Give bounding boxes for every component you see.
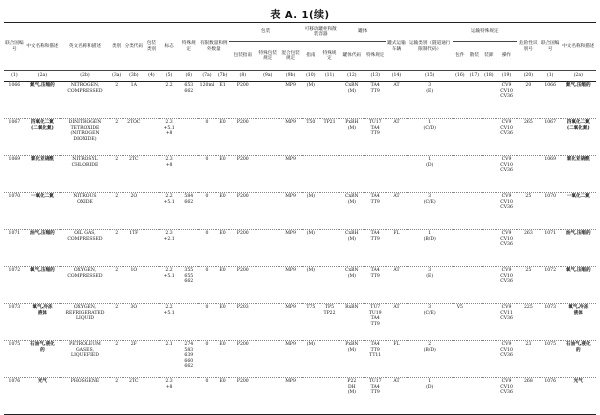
table-cell: [320, 156, 340, 193]
header-tank-code: 罐体代码: [339, 42, 364, 71]
table-cell: 2: [110, 193, 124, 230]
table-cell: PxBH (M): [339, 119, 364, 156]
table-cell: P200: [229, 378, 256, 415]
col-num: (2a): [561, 71, 596, 82]
table-cell: 1071: [540, 230, 561, 267]
table-cell: 2.3 +5.1 +8: [159, 119, 180, 156]
table-cell: [256, 267, 279, 304]
table-cell: MP9: [279, 156, 302, 193]
table-cell: [482, 156, 497, 193]
header-limited-quantities: 有限数量和例外数量: [198, 23, 229, 71]
table-cell: [482, 119, 497, 156]
table-cell: AT: [386, 304, 407, 341]
table-cell: 2 (B/D): [407, 341, 453, 378]
table-cell: 0: [198, 230, 216, 267]
table-cell: 1073: [540, 304, 561, 341]
table-cell: 1TF: [123, 230, 144, 267]
table-cell: 石油气,液化 的: [25, 341, 60, 378]
table-cell: 1 (B/D): [407, 230, 453, 267]
table-cell: [179, 156, 198, 193]
table-cell: 1 (C/D): [407, 119, 453, 156]
table-cell: 氯化亚硝酰: [25, 156, 60, 193]
table-cell: 1072: [540, 267, 561, 304]
table-cell: 1O: [123, 267, 144, 304]
table-cell: 光气: [25, 378, 60, 415]
table-cell: 氧气,压缩的: [561, 267, 596, 304]
table-cell: 0: [198, 267, 216, 304]
table-cell: 584 662: [179, 193, 198, 230]
table-cell: 2: [110, 378, 124, 415]
table-cell: 0: [198, 156, 216, 193]
table-cell: [467, 230, 482, 267]
table-cell: 氯化亚硝酰: [561, 156, 596, 193]
table-cell: 2: [110, 341, 124, 378]
column-number-row: [4, 71, 596, 82]
table-cell: [467, 267, 482, 304]
col-num: (4): [144, 71, 159, 82]
table-cell: [320, 193, 340, 230]
table-cell: 1067: [4, 119, 25, 156]
table-cell: 1 (D): [407, 378, 453, 415]
table-cell: (M): [302, 267, 320, 304]
table-cell: E0: [216, 230, 230, 267]
table-row: [4, 341, 596, 378]
table-cell: 268: [517, 378, 540, 415]
table-cell: P200: [229, 82, 256, 119]
table-cell: AT: [386, 267, 407, 304]
table-cell: V5: [453, 304, 468, 341]
table-row: [4, 119, 596, 156]
table-cell: [144, 267, 159, 304]
header-packing-group: 包装类别: [144, 23, 159, 71]
table-cell: E0: [216, 267, 230, 304]
table-cell: [467, 304, 482, 341]
table-cell: [482, 267, 497, 304]
table-cell: (M): [302, 341, 320, 378]
col-num: (2a): [25, 71, 60, 82]
header-tank-vehicle: 罐式运输车辆: [386, 23, 407, 71]
col-num: (14): [386, 71, 407, 82]
table-cell: [320, 341, 340, 378]
col-num: (3b): [123, 71, 144, 82]
table-cell: E0: [216, 156, 230, 193]
table-cell: 氮气,压缩的: [561, 82, 596, 119]
table-cell: [386, 156, 407, 193]
table-cell: [256, 82, 279, 119]
table-cell: [256, 230, 279, 267]
table-cell: 0: [198, 341, 216, 378]
header-row-top: [4, 23, 596, 42]
table-cell: 1 (D): [407, 156, 453, 193]
table-cell: CV9 CV10 CV36: [496, 341, 517, 378]
table-cell: [144, 119, 159, 156]
table-cell: 2: [110, 119, 124, 156]
table-cell: [467, 193, 482, 230]
table-cell: [320, 230, 340, 267]
col-num: (12): [339, 71, 364, 82]
table-cell: 3 (C/E): [407, 304, 453, 341]
table-cell: PETROLEUM GASES, LIQUEFIED: [60, 341, 110, 378]
table-cell: [320, 82, 340, 119]
header-tanks-group: 罐体: [339, 23, 386, 42]
col-num: (7a): [198, 71, 216, 82]
table-cell: FL: [386, 230, 407, 267]
table-cell: 274 583 639 660 662: [179, 341, 198, 378]
table-cell: [339, 156, 364, 193]
table-cell: TU7 TU19 TA4 TT9: [364, 304, 386, 341]
table-cell: 2O: [123, 193, 144, 230]
table-cell: MP9: [279, 193, 302, 230]
table-cell: CV9 CV10 CV36: [496, 156, 517, 193]
table-cell: 四氧化二氮 (二氧化氮): [561, 119, 596, 156]
table-cell: [179, 230, 198, 267]
table-cell: CxBN (M): [339, 193, 364, 230]
header-cn-name: 中文名称和描述: [25, 23, 60, 71]
table-cell: MP9: [279, 230, 302, 267]
table-cell: 1A: [123, 82, 144, 119]
table-cell: CxBH (M): [339, 230, 364, 267]
table-cell: 1075: [4, 341, 25, 378]
table-cell: PxBN (M): [339, 341, 364, 378]
table-cell: PHOSGENE: [60, 378, 110, 415]
table-cell: [320, 267, 340, 304]
table-cell: [144, 193, 159, 230]
header-ts-operation: 操作: [496, 42, 517, 71]
table-cell: 2.3 +8: [159, 156, 180, 193]
table-cell: OIL GAS, COMPRESSED: [60, 230, 110, 267]
header-packaging-group: 包装: [229, 23, 302, 42]
col-num: (11): [320, 71, 340, 82]
table-cell: 0: [198, 193, 216, 230]
table-cell: (M): [302, 82, 320, 119]
table-cell: 3 (E): [407, 267, 453, 304]
table-cell: 一氧化二氮: [561, 193, 596, 230]
table-cell: [467, 341, 482, 378]
table-cell: MP9: [279, 341, 302, 378]
table-cell: 653 662: [179, 82, 198, 119]
table-cell: 2.1: [159, 341, 180, 378]
table-cell: 2: [110, 304, 124, 341]
dangerous-goods-table: [4, 22, 596, 415]
table-cell: [256, 119, 279, 156]
table-cell: [453, 267, 468, 304]
col-num: (1): [4, 71, 25, 82]
table-cell: 25: [517, 267, 540, 304]
table-row: [4, 230, 596, 267]
table-cell: [179, 304, 198, 341]
table-cell: MP9: [279, 378, 302, 415]
table-cell: 氧气,压缩的: [25, 267, 60, 304]
table-cell: AT: [386, 378, 407, 415]
table-cell: 1076: [540, 378, 561, 415]
header-road-tank-special: 特殊规定: [364, 42, 386, 71]
table-cell: NITROSYL CHLORIDE: [60, 156, 110, 193]
table-cell: 1073: [4, 304, 25, 341]
table-cell: 油气,压缩的: [25, 230, 60, 267]
table-cell: MP9: [279, 267, 302, 304]
header-packing-instructions: 包装指南: [229, 42, 256, 71]
table-cell: [482, 304, 497, 341]
table-cell: 氧气,冷冻 液体: [25, 304, 60, 341]
header-special-packing: 特殊包装规定: [256, 42, 279, 71]
table-cell: [179, 119, 198, 156]
table-cell: [453, 341, 468, 378]
table-cell: [256, 304, 279, 341]
table-cell: E0: [216, 193, 230, 230]
table-cell: 石油气,液化 的: [561, 341, 596, 378]
col-num: (8): [229, 71, 256, 82]
table-cell: 氮气,压缩的: [25, 82, 60, 119]
table-cell: P200: [229, 230, 256, 267]
table-cell: OXYGEN, REFRIGERATED LIQUID: [60, 304, 110, 341]
table-cell: [453, 193, 468, 230]
table-cell: [482, 230, 497, 267]
table-cell: 2: [110, 82, 124, 119]
table-cell: [453, 119, 468, 156]
header-un-number-2: 联合国编号: [540, 23, 561, 71]
table-cell: 1066: [4, 82, 25, 119]
table-cell: 2.2: [159, 82, 180, 119]
table-cell: AT: [386, 82, 407, 119]
table-cell: 20: [517, 82, 540, 119]
table-cell: [256, 156, 279, 193]
table-cell: [467, 119, 482, 156]
table-cell: (M): [302, 193, 320, 230]
table-cell: TU17 TA4 TT9: [364, 378, 386, 415]
col-num: (16): [453, 71, 468, 82]
table-cell: 0: [198, 304, 216, 341]
header-tank-special: 特殊规定: [320, 42, 340, 71]
table-cell: [482, 82, 497, 119]
table-cell: 四氧化二氮 (二氧化氮): [25, 119, 60, 156]
table-cell: [144, 230, 159, 267]
table-cell: [453, 230, 468, 267]
table-cell: 2TOC: [123, 119, 144, 156]
table-cell: 1069: [540, 156, 561, 193]
table-cell: [144, 341, 159, 378]
table-cell: P200: [229, 193, 256, 230]
table-cell: E0: [216, 378, 230, 415]
table-cell: TA4 TT9 TT11: [364, 341, 386, 378]
col-num: (1): [540, 71, 561, 82]
table-cell: NITROGEN, COMPRESSED: [60, 82, 110, 119]
table-cell: [302, 156, 320, 193]
table-cell: 1070: [4, 193, 25, 230]
table-cell: CV9 CV10 CV36: [496, 193, 517, 230]
table-cell: 1076: [4, 378, 25, 415]
header-transport-special-group: 运输特殊规定: [453, 23, 517, 42]
table-cell: 2TC: [123, 378, 144, 415]
col-num: (18): [482, 71, 497, 82]
table-cell: TU17 TA4 TT9: [364, 119, 386, 156]
table-cell: 3O: [123, 304, 144, 341]
table-cell: 265: [517, 119, 540, 156]
table-cell: [453, 82, 468, 119]
col-num: (13): [364, 71, 386, 82]
col-num: (15): [407, 71, 453, 82]
table-cell: 油气,压缩的: [561, 230, 596, 267]
table-row: [4, 304, 596, 341]
table-cell: 0: [198, 119, 216, 156]
table-cell: 3 (E): [407, 82, 453, 119]
table-cell: TA4 TT9: [364, 193, 386, 230]
table-cell: [482, 341, 497, 378]
table-cell: 一氧化二氮: [25, 193, 60, 230]
table-cell: [467, 82, 482, 119]
col-num: (10): [302, 71, 320, 82]
table-cell: NITROUS OXIDE: [60, 193, 110, 230]
table-cell: MP9: [279, 119, 302, 156]
table-cell: P200: [229, 156, 256, 193]
header-hazard-id: 危险性识别号: [517, 23, 540, 71]
col-num: (6): [179, 71, 198, 82]
table-cell: 23: [517, 341, 540, 378]
table-cell: P200: [229, 341, 256, 378]
table-cell: 263: [517, 230, 540, 267]
header-label: 标志: [159, 23, 180, 71]
header-mixed-packing: 混合包装规定: [279, 42, 302, 71]
table-cell: [144, 156, 159, 193]
table-cell: 2: [110, 156, 124, 193]
col-num: (3a): [110, 71, 124, 82]
table-cell: 2.2 +5.1: [159, 267, 180, 304]
table-cell: T50: [302, 119, 320, 156]
table-cell: 氧气,冷冻 液体: [561, 304, 596, 341]
table-cell: AT: [386, 119, 407, 156]
table-cell: [467, 156, 482, 193]
table-cell: E1: [216, 82, 230, 119]
table-cell: 3 (C/E): [407, 193, 453, 230]
table-cell: E0: [216, 304, 230, 341]
col-num: (9b): [279, 71, 302, 82]
table-cell: [256, 341, 279, 378]
table-cell: TP21: [320, 119, 340, 156]
table-cell: 2TC: [123, 156, 144, 193]
col-num: (19): [496, 71, 517, 82]
table-cell: [453, 156, 468, 193]
table-row: [4, 156, 596, 193]
table-cell: 1066: [540, 82, 561, 119]
table-cell: [364, 156, 386, 193]
table-cell: 1067: [540, 119, 561, 156]
table-cell: [144, 82, 159, 119]
table-cell: [256, 193, 279, 230]
col-num: (7b): [216, 71, 230, 82]
col-num: (2b): [60, 71, 110, 82]
table-row: [4, 193, 596, 230]
table-cell: 2.3 +2.1: [159, 230, 180, 267]
table-cell: DINITROGEN TETROXIDE (NITROGEN DIOXIDE): [60, 119, 110, 156]
table-cell: CV9 CV10 CV36: [496, 82, 517, 119]
table-cell: RxBN: [339, 304, 364, 341]
table-cell: P22 DH (M): [339, 378, 364, 415]
table-cell: [517, 156, 540, 193]
table-cell: 2F: [123, 341, 144, 378]
header-portable-tanks-group: 可移动罐柜和散装容器: [302, 23, 339, 42]
table-cell: CV9 CV10 CV36: [496, 119, 517, 156]
table-cell: TA4 TT9: [364, 267, 386, 304]
col-num: (17): [467, 71, 482, 82]
header-cn-name-2: 中文名称和描述: [561, 23, 596, 71]
table-cell: 2.2 +5.1: [159, 304, 180, 341]
table-cell: P200: [229, 267, 256, 304]
header-ts-loading: 装卸: [482, 42, 497, 71]
table-cell: 225: [517, 304, 540, 341]
table-cell: 120ml: [198, 82, 216, 119]
table-title: 表 A. 1(续): [270, 10, 330, 21]
header-ts-bulk: 散装: [467, 42, 482, 71]
table-cell: 2.3 +8: [159, 378, 180, 415]
col-num: (9a): [256, 71, 279, 82]
table-cell: P203: [229, 304, 256, 341]
table-cell: 1072: [4, 267, 25, 304]
table-cell: E0: [216, 119, 230, 156]
table-cell: 2: [110, 267, 124, 304]
table-cell: CxBN (M): [339, 267, 364, 304]
table-cell: CxBN (M): [339, 82, 364, 119]
table-cell: CV9 CV11 CV36: [496, 304, 517, 341]
table-cell: MP9: [279, 304, 302, 341]
table-cell: TA4 TT9: [364, 230, 386, 267]
table-cell: CV9 CV10 CV36: [496, 378, 517, 415]
header-ts-packages: 包件: [453, 42, 468, 71]
table-cell: 1075: [540, 341, 561, 378]
table-row: [4, 267, 596, 304]
table-cell: 2.2 +5.1: [159, 193, 180, 230]
table-cell: FL: [386, 341, 407, 378]
table-cell: P200: [229, 119, 256, 156]
table-cell: [144, 304, 159, 341]
header-tank-instructions: 指南: [302, 42, 320, 71]
table-cell: 1069: [4, 156, 25, 193]
header-special-provisions: 特殊规定: [179, 23, 198, 71]
table-cell: [482, 193, 497, 230]
header-class: 类别: [110, 23, 124, 71]
header-en-name: 英文名称和描述: [60, 23, 110, 71]
table-cell: T75: [302, 304, 320, 341]
table-cell: 1071: [4, 230, 25, 267]
table-cell: MP9: [279, 82, 302, 119]
table-cell: OXYGEN, COMPRESSED: [60, 267, 110, 304]
header-un-number: 联合国编号: [4, 23, 25, 71]
table-cell: 1070: [540, 193, 561, 230]
table-cell: 355 655 662: [179, 267, 198, 304]
table-cell: (M): [302, 230, 320, 267]
header-transport-category: 运输类别（隧道通行限制代码）: [407, 23, 453, 71]
table-cell: CV9 CV10 CV36: [496, 267, 517, 304]
table-cell: E0: [216, 341, 230, 378]
table-cell: CV9 CV10 CV36: [496, 230, 517, 267]
table-cell: TA4 TT9: [364, 82, 386, 119]
header-class-code: 分类代码: [123, 23, 144, 71]
table-row: [4, 82, 596, 119]
col-num: (5): [159, 71, 180, 82]
table-cell: 25: [517, 193, 540, 230]
table-cell: 光气: [561, 378, 596, 415]
table-cell: AT: [386, 193, 407, 230]
col-num: (20): [517, 71, 540, 82]
table-cell: 2: [110, 230, 124, 267]
table-cell: 0: [198, 378, 216, 415]
table-cell: TP5 TP22: [320, 304, 340, 341]
